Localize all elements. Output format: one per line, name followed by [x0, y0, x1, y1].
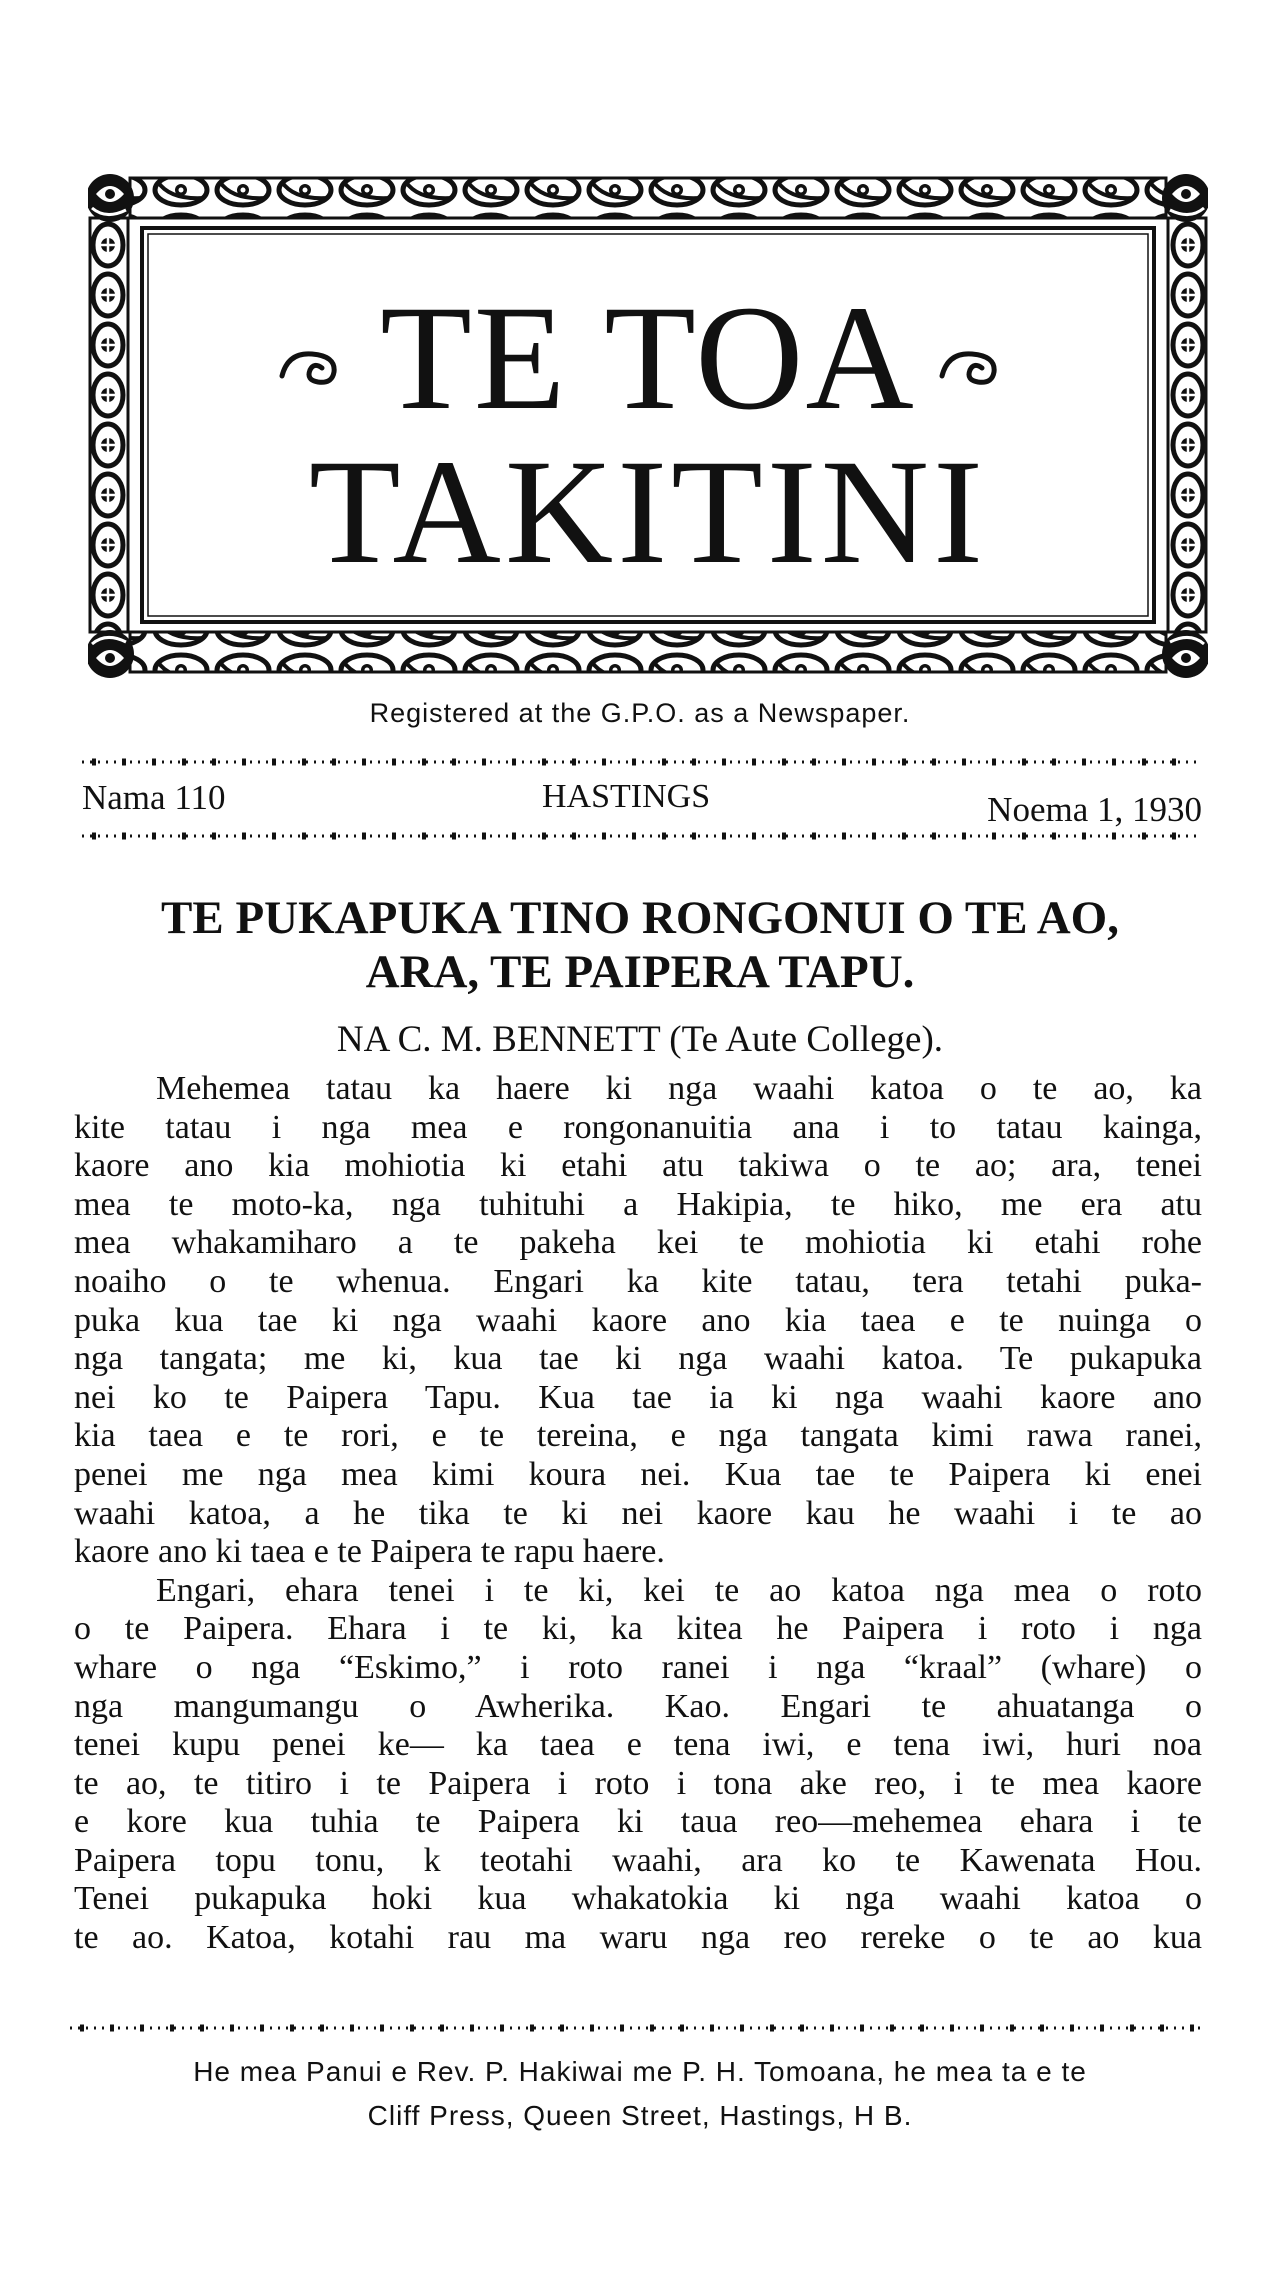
masthead-title-text-1: TE TOA — [380, 275, 916, 441]
imprint-line-2: Cliff Press, Queen Street, Hastings, H B. — [367, 2100, 913, 2131]
article-paragraph-2 — [74, 1572, 1202, 1958]
text-line: whare o nga “Eskimo,” i roto ranei i nga “kraal” (whare) o — [74, 1648, 1202, 1686]
text-line: Mehemea tatau ka haere ki nga waahi katoa o te ao, ka — [156, 1070, 1202, 1107]
text-line: te ao. Katoa, kotahi rau ma waru nga reo rereke o te ao kua — [74, 1919, 1202, 1957]
text-line: waahi katoa, a he tika te ki nei kaore kau he waahi i te ao — [74, 1494, 1202, 1532]
text-line: Tenei pukapuka hoki kua whakatokia ki nga waahi katoa o — [74, 1880, 1202, 1918]
text-line: kite tatau i nga mea e rongonanuitia ana i to tatau kainga, — [74, 1108, 1202, 1146]
article-byline: NA C. M. BENNETT (Te Aute College). — [336, 1019, 944, 1060]
issue-number: Nama 110 — [82, 778, 226, 817]
text-line: kaore ano kia mohiotia ki etahi atu takiwa o te ao; ara, tenei — [74, 1147, 1202, 1185]
text-line: noaiho o te whenua. Engari ka kite tatau, tera tetahi puka- — [74, 1262, 1202, 1300]
text-line: kaore ano ki taea e te Paipera te rapu haere. — [74, 1533, 665, 1571]
text-line: e kore kua tuhia te Paipera ki taua reo—mehemea ehara i te — [74, 1803, 1202, 1841]
imprint-line-1: He mea Panui e Rev. P. Hakiwai me P. H. Tomoana, he mea ta e te — [193, 2056, 1087, 2087]
text-line: penei me nga mea kimi koura nei. Kua tae te Paipera ki enei — [74, 1455, 1202, 1493]
right-swirl-icon — [938, 346, 1018, 386]
article-body — [74, 1070, 1202, 1958]
masthead-title-line-2: TAKITINI — [308, 429, 988, 595]
dotted-rule-bottom — [82, 830, 1202, 842]
article-headline-line-1: TE PUKAPUKA TINO RONGONUI O TE AO, — [161, 892, 1119, 944]
printer-imprint — [60, 2050, 1220, 2138]
text-line: nga mangumangu o Awherika. Kao. Engari te ahuatanga o — [74, 1687, 1202, 1725]
dotted-rule-top — [82, 756, 1202, 768]
issue-place: HASTINGS — [542, 778, 711, 815]
issue-line — [82, 770, 1202, 829]
text-line: te ao, te titiro i te Paipera i roto i tona ake reo, i te mea kaore — [74, 1764, 1202, 1802]
text-line: tenei kupu penei ke— ka taea e tena iwi, e tena iwi, huri noa — [74, 1726, 1202, 1764]
text-line: kia taea e te rori, e te tereina, e nga tangata kimi rawa ranei, — [74, 1417, 1202, 1455]
masthead-title-line-1 — [88, 275, 1208, 441]
text-line: Paipera topu tonu, k teotahi waahi, ara ko te Kawenata Hou. — [74, 1841, 1202, 1879]
dotted-rule-footer — [70, 2022, 1200, 2034]
issue-date: Noema 1, 1930 — [987, 790, 1202, 829]
text-line: mea te moto-ka, nga tuhituhi a Hakipia, te hiko, me era atu — [74, 1185, 1202, 1223]
registration-notice: Registered at the G.P.O. as a Newspaper. — [369, 698, 911, 728]
text-line: puka kua tae ki nga waahi kaore ano kia taea e te nuinga o — [74, 1301, 1202, 1339]
masthead — [88, 170, 1208, 690]
left-swirl-icon — [278, 346, 358, 386]
article-headline-line-2: ARA, TE PAIPERA TAPU. — [365, 946, 915, 998]
text-line: o te Paipera. Ehara i te ki, ka kitea he Paipera i roto i nga — [74, 1610, 1202, 1648]
text-line: mea whakamiharo a te pakeha kei te mohiotia ki etahi rohe — [74, 1224, 1202, 1262]
article-paragraph-1 — [74, 1070, 1202, 1572]
text-line: nga tangata; me ki, kua tae ki nga waahi katoa. Te pukapuka — [74, 1340, 1202, 1378]
text-line: nei ko te Paipera Tapu. Kua tae ia ki nga waahi kaore ano — [74, 1378, 1202, 1416]
text-line: Engari, ehara tenei i te ki, kei te ao katoa nga mea o roto — [156, 1571, 1202, 1609]
